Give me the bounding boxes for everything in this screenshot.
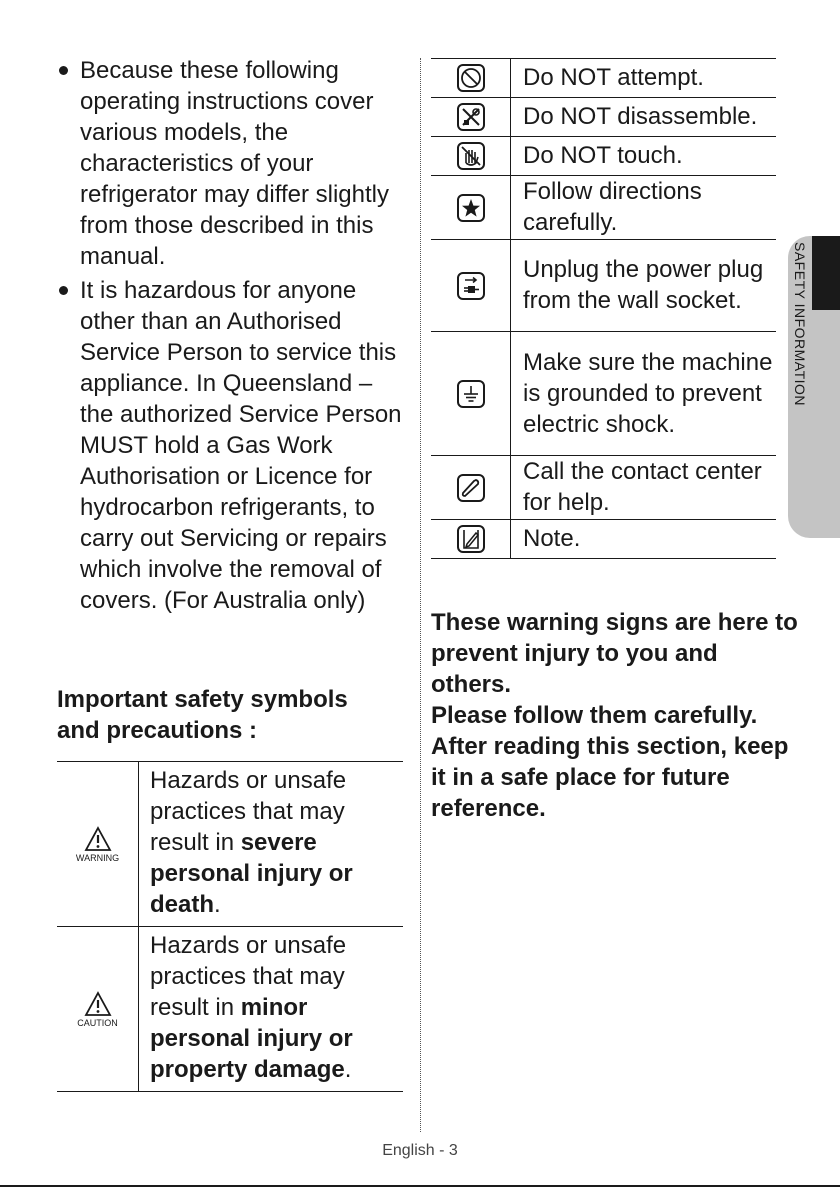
symbol-icon-cell (431, 137, 511, 176)
bullet-text: It is hazardous for anyone other than an Authorised Service Person to service this appliance. In Queensland – the authorized Service Person MUST hold a Gas Work Authorisation or Licence for hydrocarbon refrigerants, to carry out Servicing or repairs which involve the removal of covers. (For Australia only) (80, 277, 402, 614)
no-touch-icon (456, 141, 486, 171)
hazard-prefix: Hazards or unsafe practices that may result in (150, 932, 347, 1021)
page-footer: English - 3 (382, 1142, 458, 1159)
warning-line: After reading this section, keep it in a safe place for future reference. (431, 733, 789, 822)
phone-icon (456, 473, 486, 503)
hazard-symbol-cell (57, 927, 139, 1092)
symbol-row (431, 176, 776, 240)
symbol-text: Do NOT attempt. (511, 59, 777, 98)
side-tab-label: SAFETY INFORMATION (792, 242, 808, 407)
bottom-rule (0, 1185, 840, 1187)
symbol-icon-cell (431, 240, 511, 332)
hazard-suffix: . (214, 891, 221, 918)
bullet-dot-icon (59, 66, 68, 75)
symbol-icon-cell (431, 59, 511, 98)
side-tab-marker (812, 236, 840, 310)
hazard-row-caution (57, 927, 403, 1092)
symbol-row (431, 520, 776, 559)
symbol-icon-cell (431, 456, 511, 520)
unplug-icon (456, 271, 486, 301)
symbol-row (431, 332, 776, 456)
warning-line: Please follow them carefully. (431, 702, 758, 729)
warning-triangle-icon (84, 826, 112, 852)
hazard-row-warning (57, 762, 403, 927)
symbol-text: Unplug the power plug from the wall socket. (511, 240, 777, 332)
symbol-table (431, 58, 776, 559)
hazard-prefix: Hazards or unsafe practices that may result in (150, 767, 347, 856)
symbol-text: Follow directions carefully. (511, 176, 777, 240)
symbol-row (431, 456, 776, 520)
symbol-text: Make sure the machine is grounded to prevent electric shock. (511, 332, 777, 456)
hazard-description (139, 927, 404, 1092)
caution-label: CAUTION (77, 1017, 118, 1028)
hazard-emphasis: severe personal injury or death (150, 829, 353, 918)
caution-triangle-icon (84, 991, 112, 1017)
symbol-row (431, 98, 776, 137)
warning-line: These warning signs are here to prevent injury to you and others. (431, 609, 798, 698)
section-title: Important safety symbols and precautions : (57, 686, 348, 744)
prohibited-icon (456, 63, 486, 93)
hazard-suffix: . (344, 1056, 352, 1083)
hazard-table (57, 761, 403, 1092)
symbol-text: Do NOT touch. (511, 137, 777, 176)
ground-icon (456, 379, 486, 409)
no-disassemble-icon (456, 102, 486, 132)
symbol-text: Note. (511, 520, 777, 559)
symbol-row (431, 59, 776, 98)
bullet-list (57, 55, 409, 616)
symbol-icon-cell (431, 332, 511, 456)
hazard-description (139, 762, 404, 927)
warning-paragraph (431, 607, 801, 824)
hazard-emphasis: minor personal injury or property damage (150, 994, 353, 1083)
bullet-item (57, 55, 409, 272)
bullet-item (57, 275, 409, 616)
follow-directions-icon (456, 193, 486, 223)
symbol-text: Call the contact center for help. (511, 456, 777, 520)
symbol-icon-cell (431, 520, 511, 559)
symbol-text: Do NOT disassemble. (511, 98, 777, 137)
column-divider (420, 58, 421, 1132)
bullet-text: Because these following operating instructions cover various models, the characteristics of your refrigerator may differ slightly from those described in this manual. (80, 57, 389, 270)
symbol-row (431, 240, 776, 332)
bullet-dot-icon (59, 286, 68, 295)
note-icon (456, 524, 486, 554)
symbol-icon-cell (431, 98, 511, 137)
symbol-row (431, 137, 776, 176)
hazard-symbol-cell (57, 762, 139, 927)
intro-bullets (57, 55, 409, 619)
warning-label: WARNING (75, 852, 120, 863)
symbol-icon-cell (431, 176, 511, 240)
